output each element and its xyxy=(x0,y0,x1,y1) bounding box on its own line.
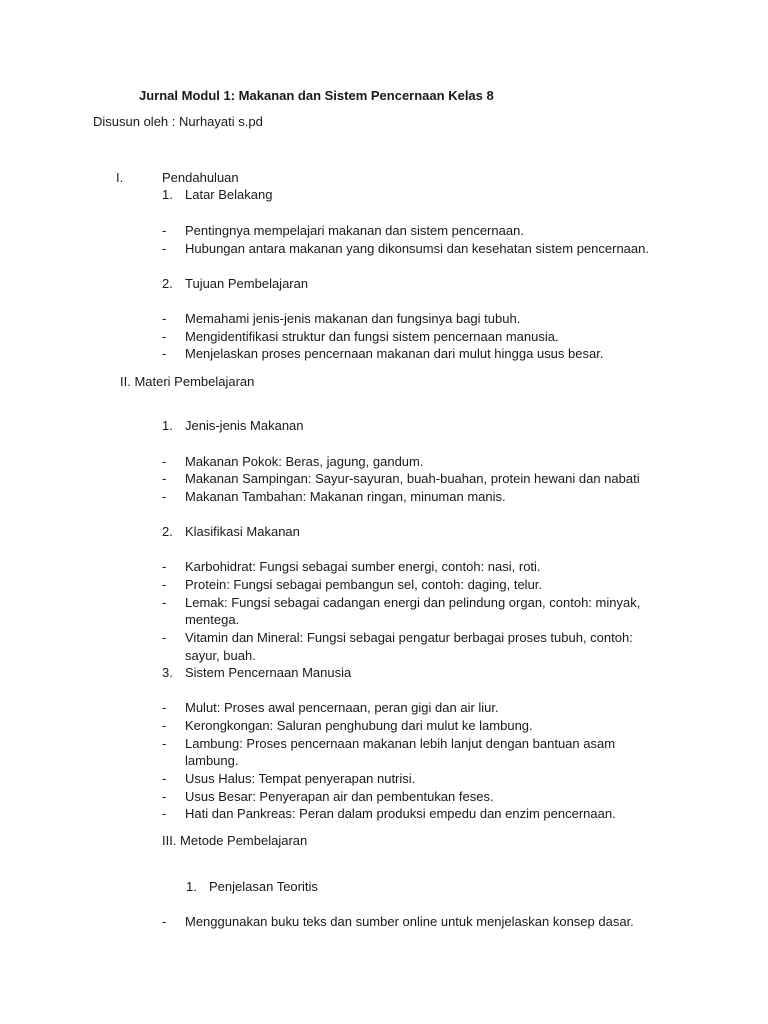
bullet-dash: - xyxy=(162,718,167,733)
bullet-dash: - xyxy=(162,789,167,804)
subsection-heading: Klasifikasi Makanan xyxy=(185,524,300,539)
list-item: Makanan Sampingan: Sayur-sayuran, buah-buahan, protein hewani dan nabati xyxy=(185,471,640,486)
section-3-heading: III. Metode Pembelajaran xyxy=(162,833,308,848)
bullet-dash: - xyxy=(162,736,167,751)
document-title: Jurnal Modul 1: Makanan dan Sistem Pencernaan Kelas 8 xyxy=(139,88,494,103)
list-item-continuation: lambung. xyxy=(185,753,239,768)
subsection-number: 2. xyxy=(162,276,173,291)
list-item: Karbohidrat: Fungsi sebagai sumber energi, contoh: nasi, roti. xyxy=(185,559,541,574)
section-2-heading: II. Materi Pembelajaran xyxy=(120,374,255,389)
bullet-dash: - xyxy=(162,630,167,645)
bullet-dash: - xyxy=(162,329,167,344)
list-item: Mengidentifikasi struktur dan fungsi sistem pencernaan manusia. xyxy=(185,329,559,344)
subsection-heading: Latar Belakang xyxy=(185,187,273,202)
bullet-dash: - xyxy=(162,806,167,821)
list-item: Makanan Pokok: Beras, jagung, gandum. xyxy=(185,454,424,469)
bullet-dash: - xyxy=(162,489,167,504)
list-item-continuation: sayur, buah. xyxy=(185,648,256,663)
list-item: Memahami jenis-jenis makanan dan fungsinya bagi tubuh. xyxy=(185,311,521,326)
list-item: Lemak: Fungsi sebagai cadangan energi dan pelindung organ, contoh: minyak, xyxy=(185,595,641,610)
bullet-dash: - xyxy=(162,241,167,256)
list-item: Vitamin dan Mineral: Fungsi sebagai pengatur berbagai proses tubuh, contoh: xyxy=(185,630,633,645)
bullet-dash: - xyxy=(162,454,167,469)
bullet-dash: - xyxy=(162,577,167,592)
list-item: Hubungan antara makanan yang dikonsumsi dan kesehatan sistem pencernaan. xyxy=(185,241,649,256)
subsection-heading: Sistem Pencernaan Manusia xyxy=(185,665,352,680)
list-item: Pentingnya mempelajari makanan dan sistem pencernaan. xyxy=(185,223,524,238)
list-item: Makanan Tambahan: Makanan ringan, minuman manis. xyxy=(185,489,506,504)
list-item: Usus Halus: Tempat penyerapan nutrisi. xyxy=(185,771,416,786)
list-item: Menggunakan buku teks dan sumber online untuk menjelaskan konsep dasar. xyxy=(185,914,634,929)
section-1-number: I. xyxy=(116,170,124,185)
subsection-number: 1. xyxy=(162,187,173,202)
subsection-heading: Penjelasan Teoritis xyxy=(209,879,318,894)
list-item: Usus Besar: Penyerapan air dan pembentukan feses. xyxy=(185,789,494,804)
bullet-dash: - xyxy=(162,914,167,929)
list-item: Menjelaskan proses pencernaan makanan dari mulut hingga usus besar. xyxy=(185,346,604,361)
list-item: Kerongkongan: Saluran penghubung dari mulut ke lambung. xyxy=(185,718,533,733)
author-line: Disusun oleh : Nurhayati s.pd xyxy=(93,114,263,129)
bullet-dash: - xyxy=(162,311,167,326)
bullet-dash: - xyxy=(162,346,167,361)
bullet-dash: - xyxy=(162,771,167,786)
subsection-number: 1. xyxy=(162,418,173,433)
bullet-dash: - xyxy=(162,595,167,610)
list-item-continuation: mentega. xyxy=(185,612,240,627)
list-item: Mulut: Proses awal pencernaan, peran gigi dan air liur. xyxy=(185,700,499,715)
subsection-heading: Tujuan Pembelajaran xyxy=(185,276,309,291)
list-item: Lambung: Proses pencernaan makanan lebih lanjut dengan bantuan asam xyxy=(185,736,616,751)
subsection-number: 1. xyxy=(186,879,197,894)
section-1-heading: Pendahuluan xyxy=(162,170,239,185)
subsection-number: 2. xyxy=(162,524,173,539)
list-item: Hati dan Pankreas: Peran dalam produksi empedu dan enzim pencernaan. xyxy=(185,806,616,821)
bullet-dash: - xyxy=(162,700,167,715)
subsection-number: 3. xyxy=(162,665,173,680)
bullet-dash: - xyxy=(162,471,167,486)
subsection-heading: Jenis-jenis Makanan xyxy=(185,418,304,433)
bullet-dash: - xyxy=(162,559,167,574)
bullet-dash: - xyxy=(162,223,167,238)
list-item: Protein: Fungsi sebagai pembangun sel, contoh: daging, telur. xyxy=(185,577,543,592)
